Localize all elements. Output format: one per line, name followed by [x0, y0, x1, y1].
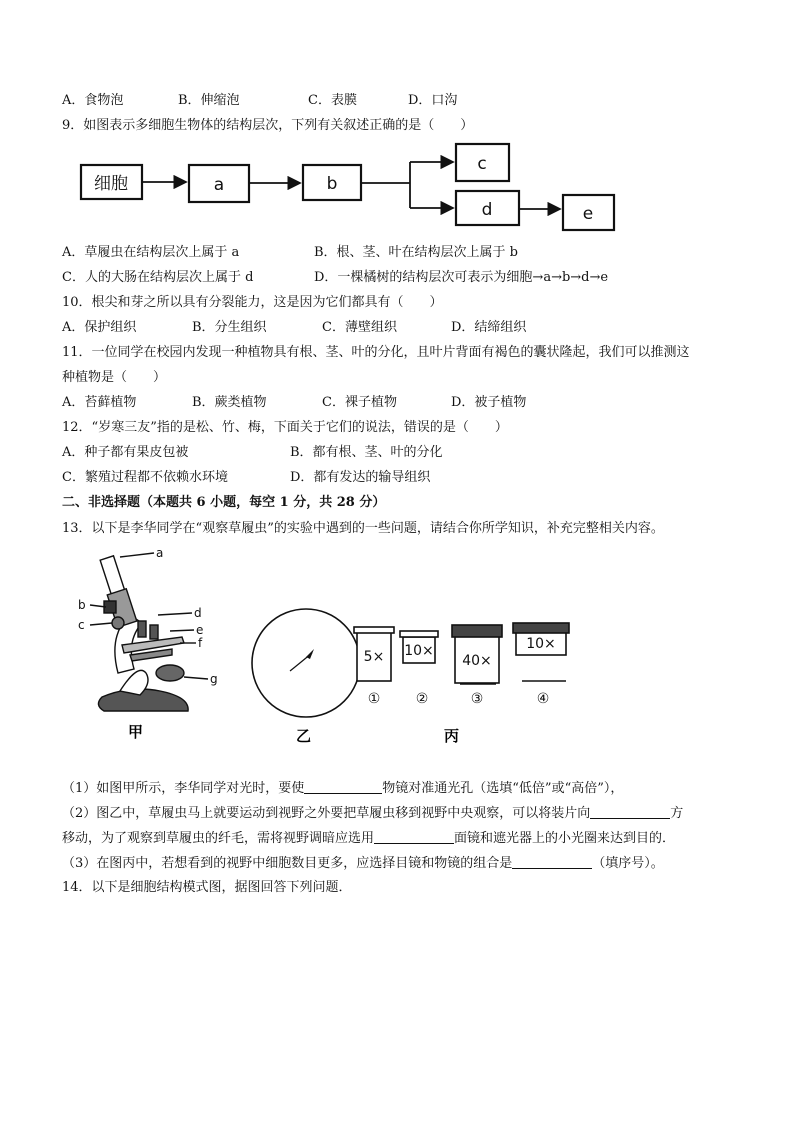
structure-level-diagram	[0, 0, 794, 240]
q13-blank-4[interactable]	[512, 854, 592, 869]
lens-3-num: ③	[470, 691, 484, 707]
q13-blank-3[interactable]	[374, 829, 454, 844]
fig-bing-label: 丙	[444, 727, 460, 745]
q8-option-b: B．伸缩泡	[178, 93, 240, 108]
q12-option-d: D．都有发达的输导组织	[290, 470, 431, 485]
q13-stem: 13．以下是李华同学在“观察草履虫”的实验中遇到的一些问题，请结合你所学知识，补充完整相关内容。	[62, 521, 664, 536]
lens-4-num: ④	[536, 691, 550, 707]
part-e-label: e	[196, 623, 204, 637]
q8-option-c: C．表膜	[308, 93, 357, 108]
q12-stem: 12．“岁寒三友”指的是松、竹、梅，下面关于它们的说法，错误的是（ ）	[62, 420, 508, 435]
q13-sub3	[62, 854, 664, 873]
part-f-label: f	[198, 636, 203, 650]
q13-sub1-text-b: 物镜对准通光孔（选填“低倍”或“高倍”），	[382, 781, 624, 796]
part-c-label: c	[78, 618, 85, 632]
q13-blank-2[interactable]	[590, 804, 670, 819]
q10-stem: 10．根尖和芽之所以具有分裂能力，这是因为它们都具有（ ）	[62, 295, 443, 310]
lens-1-mark: 5×	[363, 649, 385, 665]
q10-option-c: C．薄壁组织	[322, 320, 397, 335]
diagram-d-label: d	[481, 200, 493, 220]
q12-option-b: B．都有根、茎、叶的分化	[290, 445, 443, 460]
field-of-view-circle	[252, 609, 360, 717]
part-a-label: a	[156, 546, 164, 560]
q9-option-c: C．人的大肠在结构层次上属于 d	[62, 270, 254, 285]
q13-sub2-line1	[62, 804, 683, 823]
microscope-figure	[60, 545, 600, 745]
q11-stem-line1: 11．一位同学在校园内发现一种植物具有根、茎、叶的分化，且叶片背面有褐色的囊状隆起，我们可以推测这	[62, 345, 690, 360]
section-2-heading: 二、非选择题（本题共 6 小题，每空 1 分，共 28 分）	[62, 495, 386, 510]
microscope-drawing	[90, 553, 208, 711]
q11-option-a: A．苔藓植物	[62, 395, 137, 410]
q8-option-a: A．食物泡	[62, 93, 124, 108]
q13-sub2-text-d: 面镜和遮光器上的小光圈来达到目的．	[454, 831, 676, 846]
q10-option-a: A．保护组织	[62, 320, 137, 335]
q14-stem: 14．以下是细胞结构模式图，据图回答下列问题．	[62, 880, 352, 895]
q10-option-d: D．结缔组织	[451, 320, 527, 335]
q8-option-d: D．口沟	[408, 93, 458, 108]
q13-sub2-text-c: 移动，为了观察到草履虫的纤毛，需将视野调暗应选用	[62, 831, 375, 846]
lens-1-num: ①	[367, 691, 381, 707]
part-d-label: d	[194, 606, 202, 620]
q9-option-b: B．根、茎、叶在结构层次上属于 b	[314, 245, 519, 260]
q9-stem: 9．如图表示多细胞生物体的结构层次，下列有关叙述正确的是（ ）	[62, 118, 474, 133]
fig-jia-label: 甲	[128, 723, 144, 741]
lens-3-mark: 40×	[462, 653, 492, 669]
q13-sub3-text-a: （3）在图丙中，若想看到的视野中细胞数目更多，应选择目镜和物镜的组合是	[62, 856, 513, 871]
diagram-e-label: e	[582, 204, 594, 224]
q13-sub3-text-b: （填序号）。	[592, 856, 664, 871]
q9-option-d: D．一棵橘树的结构层次可表示为细胞→a→b→d→e	[314, 270, 609, 285]
q11-option-b: B．蕨类植物	[192, 395, 267, 410]
lens-4-mark: 10×	[526, 636, 556, 652]
q10-option-b: B．分生组织	[192, 320, 267, 335]
diagram-c-label: c	[477, 154, 487, 174]
q13-sub2-text-a: （2）图乙中，草履虫马上就要运动到视野之外要把草履虫移到视野中央观察，可以将装片向	[62, 806, 591, 821]
q11-option-c: C．裸子植物	[322, 395, 397, 410]
q13-sub2-text-b: 方	[670, 806, 684, 821]
q11-stem-line2: 种植物是（ ）	[62, 370, 167, 385]
q13-sub1-text-a: （1）如图甲所示，李华同学对光时，要使	[62, 781, 305, 796]
q13-sub1	[62, 779, 623, 798]
q9-option-a: A．草履虫在结构层次上属于 a	[62, 245, 240, 260]
part-b-label: b	[78, 598, 86, 612]
part-g-label: g	[210, 672, 218, 686]
lens-2-mark: 10×	[404, 643, 434, 659]
fig-yi-label: 乙	[296, 727, 312, 745]
diagram-cell-label: 细胞	[94, 174, 128, 194]
q13-sub2-line2	[62, 829, 675, 848]
lens-2-num: ②	[415, 691, 429, 707]
q12-option-a: A．种子都有果皮包被	[62, 445, 189, 460]
diagram-a-label: a	[213, 175, 225, 195]
q13-blank-1[interactable]	[304, 779, 382, 794]
q12-option-c: C．繁殖过程都不依赖水环境	[62, 470, 228, 485]
q11-option-d: D．被子植物	[451, 395, 527, 410]
diagram-b-label: b	[326, 174, 338, 194]
